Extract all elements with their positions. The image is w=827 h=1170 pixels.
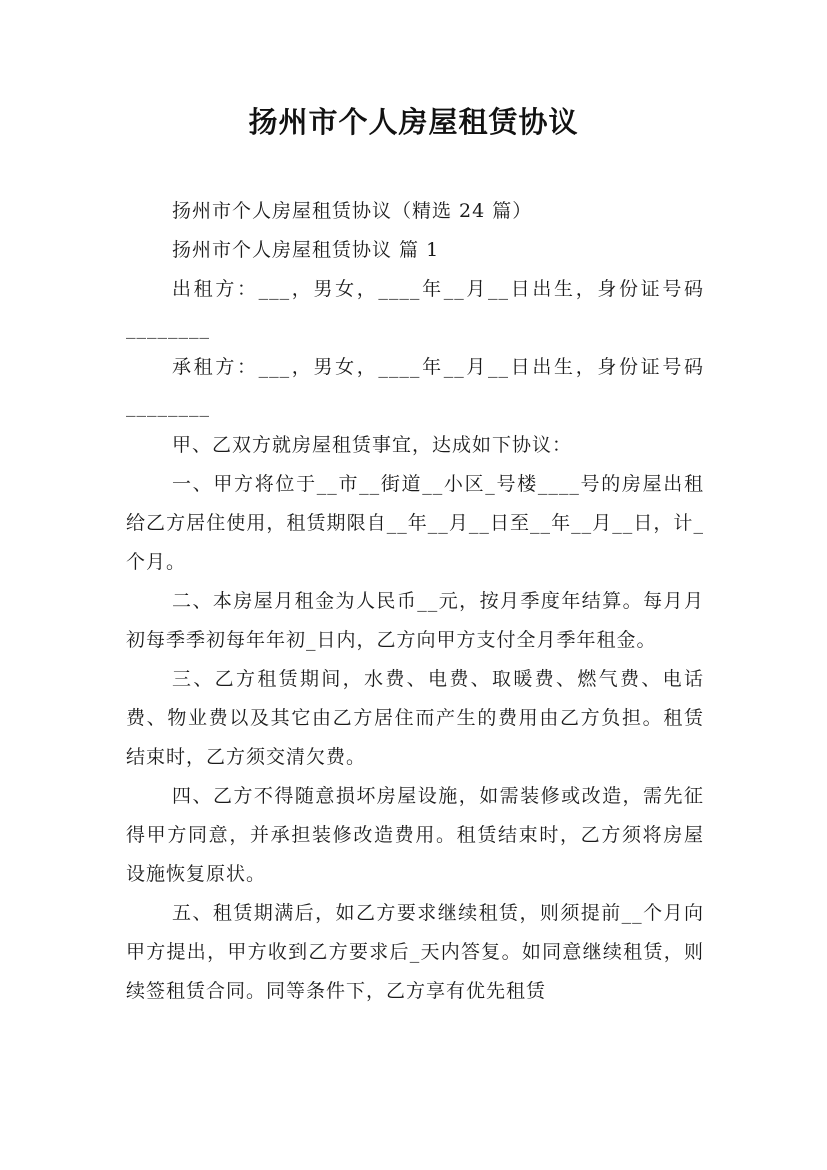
paragraph-section-heading: 扬州市个人房屋租赁协议 篇 1 (172, 239, 440, 261)
paragraph-clause-3: 三、乙方租赁期间，水费、电费、取暖费、燃气费、电话费、物业费以及其它由乙方居住而产生的费用由乙方负担。租赁结束时，乙方须交清欠费。 (126, 668, 704, 768)
paragraph-clause-5: 五、租赁期满后，如乙方要求继续租赁，则须提前__个月向甲方提出，甲方收到乙方要求后_天内答复。如同意继续租赁，则续签租赁合同。同等条件下，乙方享有优先租赁 (126, 902, 704, 1002)
paragraph-clause-1: 一、甲方将位于__市__街道__小区_号楼____号的房屋出租给乙方居住使用，租赁期限自__年__月__日至__年__月__日，计_个月。 (126, 473, 704, 573)
paragraph-subtitle: 扬州市个人房屋租赁协议（精选 24 篇） (172, 200, 533, 222)
paragraph-clause-4: 四、乙方不得随意损坏房屋设施，如需装修或改造，需先征得甲方同意，并承担装修改造费用。租赁结束时，乙方须将房屋设施恢复原状。 (126, 785, 704, 885)
paragraph-lessee: 承租方：___，男女，____年__月__日出生，身份证号码________ (126, 356, 704, 417)
paragraph-lessor: 出租方：___，男女，____年__月__日出生，身份证号码________ (126, 278, 704, 339)
document-title: 扬州市个人房屋租赁协议 (248, 105, 579, 139)
paragraph-agreement-intro: 甲、乙双方就房屋租赁事宜，达成如下协议： (172, 434, 573, 456)
paragraph-clause-2: 二、本房屋月租金为人民币__元，按月季度年结算。每月月初每季季初每年年初_日内，乙方向甲方支付全月季年租金。 (126, 590, 704, 651)
document-body (126, 192, 704, 1011)
